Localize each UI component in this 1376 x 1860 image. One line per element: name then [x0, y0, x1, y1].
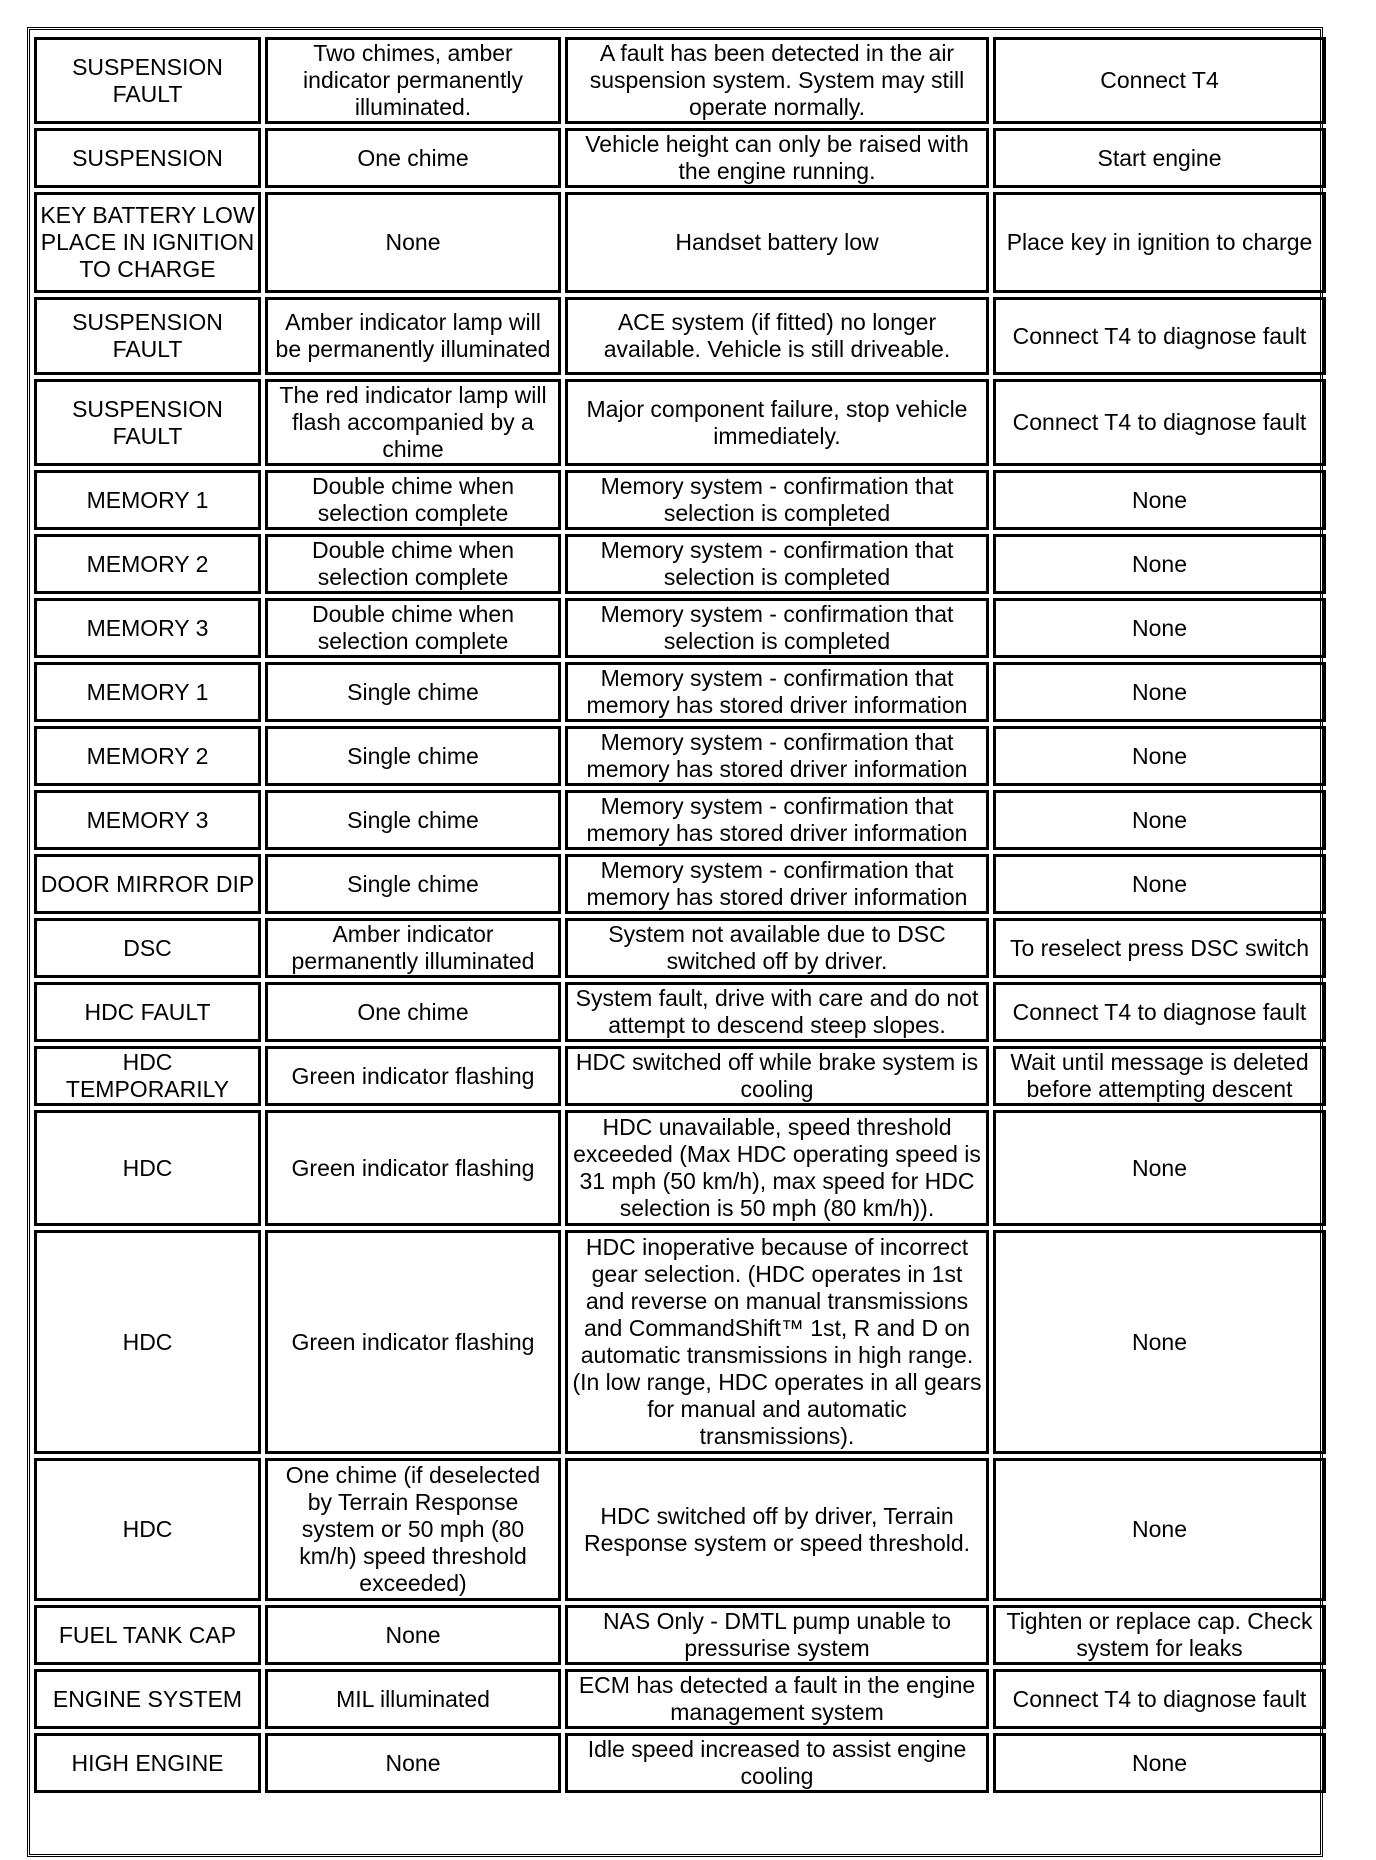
- table-row: [34, 726, 1326, 786]
- message-cell: KEY BATTERY LOW PLACE IN IGNITION TO CHARGE: [34, 192, 261, 293]
- table-row: [34, 297, 1326, 375]
- message-cell: MEMORY 1: [34, 662, 261, 722]
- table-row: [34, 534, 1326, 594]
- action-cell: None: [993, 1733, 1326, 1793]
- action-cell: Connect T4 to diagnose fault: [993, 982, 1326, 1042]
- message-cell: DOOR MIRROR DIP: [34, 854, 261, 914]
- table-row: [34, 1230, 1326, 1454]
- description-cell: System not available due to DSC switched off by driver.: [565, 918, 989, 978]
- message-cell: MEMORY 2: [34, 534, 261, 594]
- warning-cell: Double chime when selection complete: [265, 598, 561, 658]
- action-cell: Place key in ignition to charge: [993, 192, 1326, 293]
- action-cell: Tighten or replace cap. Check system for leaks: [993, 1605, 1326, 1665]
- action-cell: None: [993, 470, 1326, 530]
- table-row: [34, 192, 1326, 293]
- description-cell: HDC switched off while brake system is cooling: [565, 1046, 989, 1106]
- table-row: [34, 1110, 1326, 1226]
- warning-cell: Green indicator flashing: [265, 1046, 561, 1106]
- message-cell: HDC FAULT: [34, 982, 261, 1042]
- table-row: [34, 37, 1326, 124]
- description-cell: ECM has detected a fault in the engine management system: [565, 1669, 989, 1729]
- warning-cell: Single chime: [265, 726, 561, 786]
- message-cell: HIGH ENGINE: [34, 1733, 261, 1793]
- warning-cell: Double chime when selection complete: [265, 470, 561, 530]
- message-cell: DSC: [34, 918, 261, 978]
- description-cell: Memory system - confirmation that memory has stored driver information: [565, 790, 989, 850]
- message-cell: MEMORY 2: [34, 726, 261, 786]
- action-cell: None: [993, 598, 1326, 658]
- action-cell: None: [993, 790, 1326, 850]
- action-cell: Start engine: [993, 128, 1326, 188]
- warning-cell: The red indicator lamp will flash accompanied by a chime: [265, 379, 561, 466]
- action-cell: Connect T4 to diagnose fault: [993, 297, 1326, 375]
- message-cell: SUSPENSION: [34, 128, 261, 188]
- description-cell: HDC inoperative because of incorrect gear selection. (HDC operates in 1st and reverse on manual transmissions and CommandShift™ 1st, R and D on automatic transmissions in high range. (In low range, HDC operates in all gears for manual and automatic transmissions).: [565, 1230, 989, 1454]
- action-cell: None: [993, 1230, 1326, 1454]
- action-cell: None: [993, 854, 1326, 914]
- message-cell: HDC: [34, 1458, 261, 1601]
- warning-cell: Single chime: [265, 790, 561, 850]
- table-row: [34, 1733, 1326, 1793]
- message-cell: HDC TEMPORARILY: [34, 1046, 261, 1106]
- message-cell: MEMORY 3: [34, 790, 261, 850]
- description-cell: HDC unavailable, speed threshold exceeded (Max HDC operating speed is 31 mph (50 km/h), max speed for HDC selection is 50 mph (80 km/h)).: [565, 1110, 989, 1226]
- table-row: [34, 918, 1326, 978]
- message-cell: SUSPENSION FAULT: [34, 37, 261, 124]
- description-cell: Memory system - confirmation that memory has stored driver information: [565, 726, 989, 786]
- action-cell: None: [993, 1110, 1326, 1226]
- description-cell: NAS Only - DMTL pump unable to pressurise system: [565, 1605, 989, 1665]
- warning-cell: Amber indicator permanently illuminated: [265, 918, 561, 978]
- table-row: [34, 598, 1326, 658]
- message-cell: HDC: [34, 1230, 261, 1454]
- table-row: [34, 128, 1326, 188]
- warning-cell: One chime (if deselected by Terrain Response system or 50 mph (80 km/h) speed threshold exceeded): [265, 1458, 561, 1601]
- message-table-body: [34, 37, 1326, 1793]
- warning-cell: Two chimes, amber indicator permanently illuminated.: [265, 37, 561, 124]
- description-cell: System fault, drive with care and do not attempt to descend steep slopes.: [565, 982, 989, 1042]
- table-row: [34, 379, 1326, 466]
- description-cell: A fault has been detected in the air suspension system. System may still operate normally.: [565, 37, 989, 124]
- message-cell: SUSPENSION FAULT: [34, 297, 261, 375]
- message-cell: SUSPENSION FAULT: [34, 379, 261, 466]
- table-row: [34, 1605, 1326, 1665]
- action-cell: Connect T4 to diagnose fault: [993, 379, 1326, 466]
- warning-cell: Green indicator flashing: [265, 1230, 561, 1454]
- warning-cell: Amber indicator lamp will be permanently illuminated: [265, 297, 561, 375]
- table-row: [34, 1046, 1326, 1106]
- description-cell: Major component failure, stop vehicle immediately.: [565, 379, 989, 466]
- message-cell: HDC: [34, 1110, 261, 1226]
- description-cell: Memory system - confirmation that selection is completed: [565, 470, 989, 530]
- action-cell: None: [993, 1458, 1326, 1601]
- warning-cell: MIL illuminated: [265, 1669, 561, 1729]
- warning-cell: One chime: [265, 982, 561, 1042]
- message-cell: ENGINE SYSTEM: [34, 1669, 261, 1729]
- warning-cell: Single chime: [265, 854, 561, 914]
- description-cell: Memory system - confirmation that memory has stored driver information: [565, 662, 989, 722]
- table-row: [34, 1458, 1326, 1601]
- action-cell: Connect T4 to diagnose fault: [993, 1669, 1326, 1729]
- warning-cell: None: [265, 1605, 561, 1665]
- table-row: [34, 854, 1326, 914]
- table-row: [34, 1669, 1326, 1729]
- action-cell: To reselect press DSC switch: [993, 918, 1326, 978]
- message-cell: MEMORY 3: [34, 598, 261, 658]
- action-cell: Wait until message is deleted before attempting descent: [993, 1046, 1326, 1106]
- description-cell: Memory system - confirmation that memory has stored driver information: [565, 854, 989, 914]
- action-cell: None: [993, 726, 1326, 786]
- action-cell: None: [993, 662, 1326, 722]
- description-cell: Handset battery low: [565, 192, 989, 293]
- description-cell: Idle speed increased to assist engine cooling: [565, 1733, 989, 1793]
- table-row: [34, 470, 1326, 530]
- table-row: [34, 662, 1326, 722]
- warning-cell: Single chime: [265, 662, 561, 722]
- warning-cell: Green indicator flashing: [265, 1110, 561, 1226]
- warning-cell: None: [265, 1733, 561, 1793]
- warning-cell: None: [265, 192, 561, 293]
- message-cell: FUEL TANK CAP: [34, 1605, 261, 1665]
- description-cell: Memory system - confirmation that selection is completed: [565, 534, 989, 594]
- action-cell: None: [993, 534, 1326, 594]
- description-cell: Vehicle height can only be raised with the engine running.: [565, 128, 989, 188]
- warning-cell: One chime: [265, 128, 561, 188]
- table-row: [34, 982, 1326, 1042]
- description-cell: ACE system (if fitted) no longer available. Vehicle is still driveable.: [565, 297, 989, 375]
- description-cell: HDC switched off by driver, Terrain Response system or speed threshold.: [565, 1458, 989, 1601]
- message-cell: MEMORY 1: [34, 470, 261, 530]
- action-cell: Connect T4: [993, 37, 1326, 124]
- table-row: [34, 790, 1326, 850]
- warning-cell: Double chime when selection complete: [265, 534, 561, 594]
- message-table: [30, 33, 1330, 1797]
- description-cell: Memory system - confirmation that selection is completed: [565, 598, 989, 658]
